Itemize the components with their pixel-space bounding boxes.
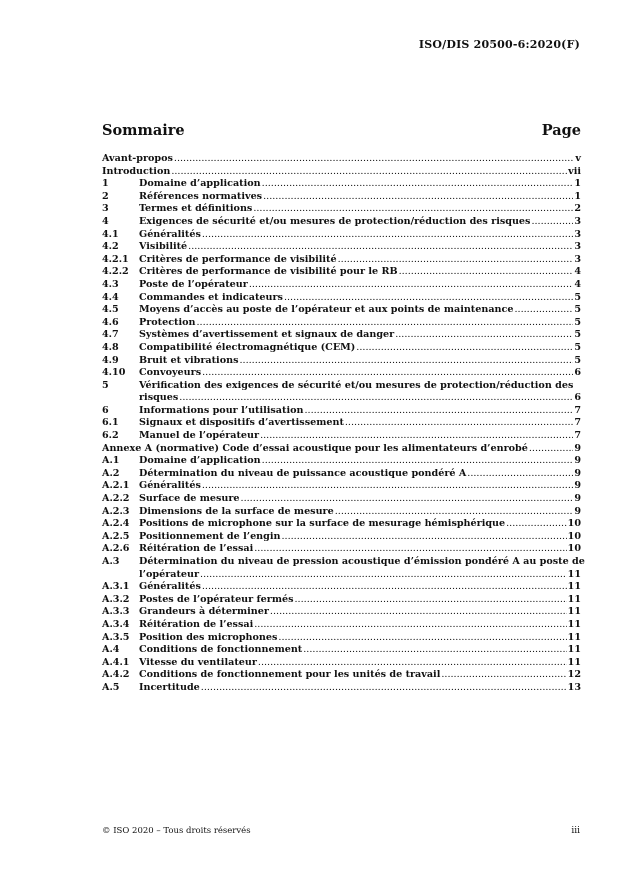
toc-entry-number: 4.2.1 (102, 253, 129, 265)
toc-entry-number: A.3.4 (102, 618, 130, 630)
toc-entry[interactable] (102, 682, 581, 695)
toc-entry-title: Conditions de fonctionnement (139, 644, 303, 656)
toc-entry-number: 6 (102, 404, 109, 416)
toc-entry-number: A.2 (102, 467, 120, 479)
toc-entry-number: 4.3 (102, 278, 119, 290)
toc-entry-title: Domaine d’application (139, 178, 261, 190)
toc-entry-page[interactable]: 11 (567, 593, 581, 605)
toc-entry-page[interactable]: 6 (574, 367, 581, 379)
toc-entry[interactable] (102, 430, 581, 443)
toc-entry-page[interactable]: 5 (574, 316, 581, 328)
toc-entry-number: A.4.2 (102, 669, 130, 681)
toc-entry-number: 4.9 (102, 354, 119, 366)
toc-entry-title: Conditions de fonctionnement pour les unités de travail (139, 669, 441, 681)
toc-entry[interactable] (102, 606, 581, 619)
toc-dot-leader (174, 153, 575, 166)
toc-dot-leader (262, 455, 574, 468)
toc-dot-leader (241, 493, 574, 506)
toc-entry[interactable] (102, 417, 581, 430)
toc-entry-page[interactable]: 7 (574, 417, 581, 429)
toc-entry[interactable] (102, 203, 581, 216)
toc-dot-leader (254, 543, 566, 556)
toc-entry[interactable] (102, 367, 581, 380)
toc-entry-title-continued: risques (139, 392, 179, 404)
toc-dot-leader (201, 682, 567, 695)
toc-dot-leader (335, 506, 574, 519)
toc-entry-title: Introduction (102, 165, 171, 177)
toc-entry-page[interactable]: 11 (567, 568, 581, 580)
toc-entry-page[interactable]: 11 (567, 631, 581, 643)
toc-dot-leader (303, 644, 566, 657)
toc-dot-leader (529, 443, 573, 456)
toc-entry-page[interactable]: 3 (574, 253, 581, 265)
toc-entry-page[interactable]: 13 (567, 681, 581, 693)
toc-entry-title: Signaux et dispositifs d’avertissement (139, 417, 344, 429)
toc-entry-page[interactable]: 10 (567, 518, 581, 530)
toc-entry-number: 4.4 (102, 291, 119, 303)
toc-entry-number: 5 (102, 379, 109, 391)
toc-dot-leader (270, 606, 567, 619)
toc-entry-title: Visibilité (139, 241, 188, 253)
toc-entry-number: A.2.1 (102, 480, 130, 492)
toc-dot-leader (253, 203, 573, 216)
toc-entry[interactable] (102, 254, 581, 267)
toc-entry[interactable] (102, 556, 585, 581)
toc-entry-title: Surface de mesure (139, 493, 240, 505)
toc-entry-title: Généralités (139, 228, 201, 240)
toc-dot-leader (531, 216, 573, 229)
toc-entry-number: 3 (102, 203, 109, 215)
toc-entry-number: 4.2 (102, 241, 119, 253)
toc-dot-leader (441, 669, 566, 682)
toc-dot-leader (514, 304, 573, 317)
toc-entry-page[interactable]: 11 (567, 656, 581, 668)
toc-entry-page[interactable]: 5 (574, 304, 581, 316)
toc-entry-number: A.3.3 (102, 606, 130, 618)
toc-dot-leader (345, 417, 573, 430)
toc-entry-title: Vérification des exigences de sécurité et/ou mesures de protection/réduction des (139, 379, 574, 391)
toc-entry[interactable] (102, 480, 581, 493)
toc-entry[interactable] (102, 380, 581, 405)
toc-entry-page[interactable]: 2 (574, 203, 581, 215)
toc-dot-leader (254, 619, 566, 632)
toc-entry-title: Vitesse du ventilateur (139, 656, 257, 668)
toc-entry-page[interactable]: 6 (574, 392, 581, 404)
toc-entry-number: A.2.4 (102, 518, 130, 530)
toc-entry[interactable] (102, 266, 581, 279)
toc-entry-page[interactable]: 7 (574, 404, 581, 416)
toc-entry-number: 4.6 (102, 316, 119, 328)
toc-entry-title: Informations pour l’utilisation (139, 404, 304, 416)
toc-entry-title: Commandes et indicateurs (139, 291, 283, 303)
toc-entry[interactable] (102, 506, 581, 519)
toc-entry-page[interactable]: 1 (574, 190, 581, 202)
toc-heading-row (102, 122, 581, 139)
toc-entry-number: 4.10 (102, 367, 126, 379)
toc-dot-leader (197, 317, 574, 330)
toc-entry-page[interactable]: 12 (567, 669, 581, 681)
toc-entry-title: Postes de l’opérateur fermés (139, 593, 294, 605)
toc-entry[interactable] (102, 342, 581, 355)
toc-dot-leader (506, 518, 567, 531)
toc-page-label: Page (541, 122, 581, 139)
toc-entry-title: Position des microphones (139, 631, 278, 643)
toc-entry-page[interactable]: 9 (574, 467, 581, 479)
toc-dot-leader (263, 191, 573, 204)
toc-entry[interactable] (102, 594, 581, 607)
toc-entry[interactable] (102, 405, 581, 418)
toc-entry-page[interactable]: 5 (574, 341, 581, 353)
toc-entry-title: Généralités (139, 480, 201, 492)
toc-entry-number: A.2.5 (102, 530, 130, 542)
toc-dot-leader (467, 468, 573, 481)
toc-entry-number: A.2.2 (102, 493, 130, 505)
toc-entry-page[interactable]: v (575, 153, 581, 164)
toc-entry[interactable] (102, 493, 581, 506)
toc-dot-leader (338, 254, 574, 267)
toc-entry-page[interactable]: 4 (574, 266, 581, 278)
toc-entry-page[interactable]: 7 (574, 430, 581, 442)
footer-copyright: © ISO 2020 – Tous droits réservés (102, 826, 251, 836)
toc-entry-page[interactable]: vii (568, 165, 581, 177)
toc-entry-title: Avant-propos (102, 153, 173, 164)
toc-entry-page[interactable]: 9 (574, 455, 581, 467)
toc-dot-leader (260, 430, 573, 443)
toc-entry[interactable] (102, 619, 581, 632)
toc-entry-number: 2 (102, 190, 109, 202)
toc-entry-title: Protection (139, 316, 196, 328)
toc-entry-number: A.4 (102, 644, 120, 656)
toc-entry-number: A.2.6 (102, 543, 130, 555)
toc-dot-leader (239, 355, 573, 368)
toc-entry-title: Réitération de l’essai (139, 543, 254, 555)
toc-entry-title: Grandeurs à déterminer (139, 606, 269, 618)
toc-entry-page[interactable]: 3 (574, 215, 581, 227)
toc-entry-number: 1 (102, 178, 109, 190)
toc-entry[interactable] (102, 178, 581, 191)
toc-entry-title: Références normatives (139, 190, 263, 202)
toc-dot-leader (395, 329, 573, 342)
toc-entry[interactable] (102, 669, 581, 682)
toc-entry-number: 4 (102, 215, 109, 227)
toc-entry[interactable] (102, 443, 581, 456)
toc-entry-title: Bruit et vibrations (139, 354, 239, 366)
toc-entry-number: 4.2.2 (102, 266, 129, 278)
toc-entry-number: 6.2 (102, 430, 119, 442)
toc-entry-page[interactable]: 5 (574, 354, 581, 366)
toc-entry[interactable] (102, 166, 581, 179)
toc-entry[interactable] (102, 455, 581, 468)
toc-entry-title: Positions de microphone sur la surface de mesurage hémisphérique (139, 518, 506, 530)
toc-dot-leader (188, 241, 573, 254)
toc-entry-title: Moyens d’accès au poste de l’opérateur et aux points de maintenance (139, 304, 514, 316)
toc-entry-title: Réitération de l’essai (139, 618, 254, 630)
toc-entry[interactable] (102, 531, 581, 544)
toc-dot-leader (202, 480, 573, 493)
toc-entry-number: A.5 (102, 681, 120, 693)
toc-entry-page[interactable]: 9 (574, 442, 581, 454)
toc-entry-title: Critères de performance de visibilité (139, 253, 337, 265)
toc-dot-leader (202, 367, 573, 380)
toc-entry-page[interactable]: 11 (567, 644, 581, 656)
toc-entry-number: 4.7 (102, 329, 119, 341)
toc-entry-page[interactable]: 5 (574, 291, 581, 303)
toc-entry[interactable] (102, 153, 581, 166)
table-of-contents (102, 153, 585, 695)
toc-entry[interactable] (102, 229, 581, 242)
toc-entry-title: Manuel de l’opérateur (139, 430, 260, 442)
toc-entry-number: A.2.3 (102, 505, 130, 517)
toc-entry-title: Annexe A (normative) Code d’essai acoustique pour les alimentateurs d’enrobé (102, 442, 528, 454)
toc-entry-number: A.3.1 (102, 581, 130, 593)
toc-entry-title: Généralités (139, 581, 201, 593)
toc-entry[interactable] (102, 304, 581, 317)
toc-entry-title-continued: l’opérateur (139, 568, 200, 580)
toc-entry[interactable] (102, 292, 581, 305)
toc-entry[interactable] (102, 518, 581, 531)
toc-dot-leader (278, 632, 566, 645)
footer-page-number: iii (571, 826, 580, 836)
toc-dot-leader (200, 569, 567, 582)
toc-entry[interactable] (102, 191, 581, 204)
toc-entry-title: Compatibilité électromagnétique (CEM) (139, 341, 356, 353)
toc-dot-leader (202, 229, 573, 242)
toc-entry-number: A.1 (102, 455, 120, 467)
toc-entry-page[interactable]: 9 (574, 493, 581, 505)
toc-dot-leader (249, 279, 573, 292)
toc-entry[interactable] (102, 468, 581, 481)
toc-entry[interactable] (102, 543, 581, 556)
toc-entry-number: 4.5 (102, 304, 119, 316)
toc-entry-page[interactable]: 11 (567, 581, 581, 593)
toc-dot-leader (258, 657, 567, 670)
toc-entry-title: Critères de performance de visibilité pour le RB (139, 266, 398, 278)
toc-entry-number: 4.8 (102, 341, 119, 353)
toc-entry-title: Poste de l’opérateur (139, 278, 248, 290)
toc-entry-title: Systèmes d’avertissement et signaux de danger (139, 329, 395, 341)
toc-entry[interactable] (102, 279, 581, 292)
toc-entry-title: Domaine d’application (139, 455, 261, 467)
toc-dot-leader (295, 594, 567, 607)
toc-entry[interactable] (102, 657, 581, 670)
toc-entry-title: Convoyeurs (139, 367, 202, 379)
toc-entry[interactable] (102, 216, 581, 229)
toc-dot-leader (179, 392, 573, 405)
toc-entry-title: Termes et définitions (139, 203, 253, 215)
toc-title: Sommaire (102, 122, 185, 139)
toc-entry-page[interactable]: 3 (574, 228, 581, 240)
toc-entry-page[interactable]: 4 (574, 278, 581, 290)
toc-entry-page[interactable]: 9 (574, 480, 581, 492)
toc-entry[interactable] (102, 644, 581, 657)
toc-dot-leader (262, 178, 574, 191)
toc-entry-title: Détermination du niveau de pression acoustique d’émission pondéré A au poste de (139, 556, 585, 567)
document-id: ISO/DIS 20500-6:2020(F) (418, 38, 580, 51)
toc-entry-number: 4.1 (102, 228, 119, 240)
toc-entry-title: Détermination du niveau de puissance acoustique pondéré A (139, 467, 467, 479)
toc-entry[interactable] (102, 317, 581, 330)
toc-dot-leader (202, 581, 567, 594)
toc-entry-number: A.4.1 (102, 656, 130, 668)
toc-entry[interactable] (102, 329, 581, 342)
toc-entry-title: Positionnement de l’engin (139, 530, 281, 542)
toc-entry-page[interactable]: 9 (574, 505, 581, 517)
toc-entry-page[interactable]: 3 (574, 241, 581, 253)
toc-entry[interactable] (102, 581, 581, 594)
toc-entry-number: A.3 (102, 556, 120, 567)
toc-dot-leader (399, 266, 574, 279)
toc-dot-leader (304, 405, 573, 418)
toc-entry-page[interactable]: 11 (567, 606, 581, 618)
toc-entry[interactable] (102, 241, 581, 254)
toc-dot-leader (284, 292, 573, 305)
toc-entry-title: Incertitude (139, 681, 200, 693)
toc-entry-number: A.3.5 (102, 631, 130, 643)
toc-entry-page[interactable]: 10 (567, 543, 581, 555)
toc-entry[interactable] (102, 632, 581, 645)
toc-entry-page[interactable]: 1 (574, 178, 581, 190)
toc-entry-title: Exigences de sécurité et/ou mesures de protection/réduction des risques (139, 215, 531, 227)
toc-entry[interactable] (102, 355, 581, 368)
toc-dot-leader (281, 531, 566, 544)
toc-entry-page[interactable]: 5 (574, 329, 581, 341)
toc-entry-title: Dimensions de la surface de mesure (139, 505, 334, 517)
toc-dot-leader (171, 166, 567, 179)
toc-entry-page[interactable]: 11 (567, 618, 581, 630)
toc-entry-page[interactable]: 10 (567, 530, 581, 542)
toc-entry-number: A.3.2 (102, 593, 130, 605)
toc-dot-leader (356, 342, 573, 355)
toc-entry-number: 6.1 (102, 417, 119, 429)
